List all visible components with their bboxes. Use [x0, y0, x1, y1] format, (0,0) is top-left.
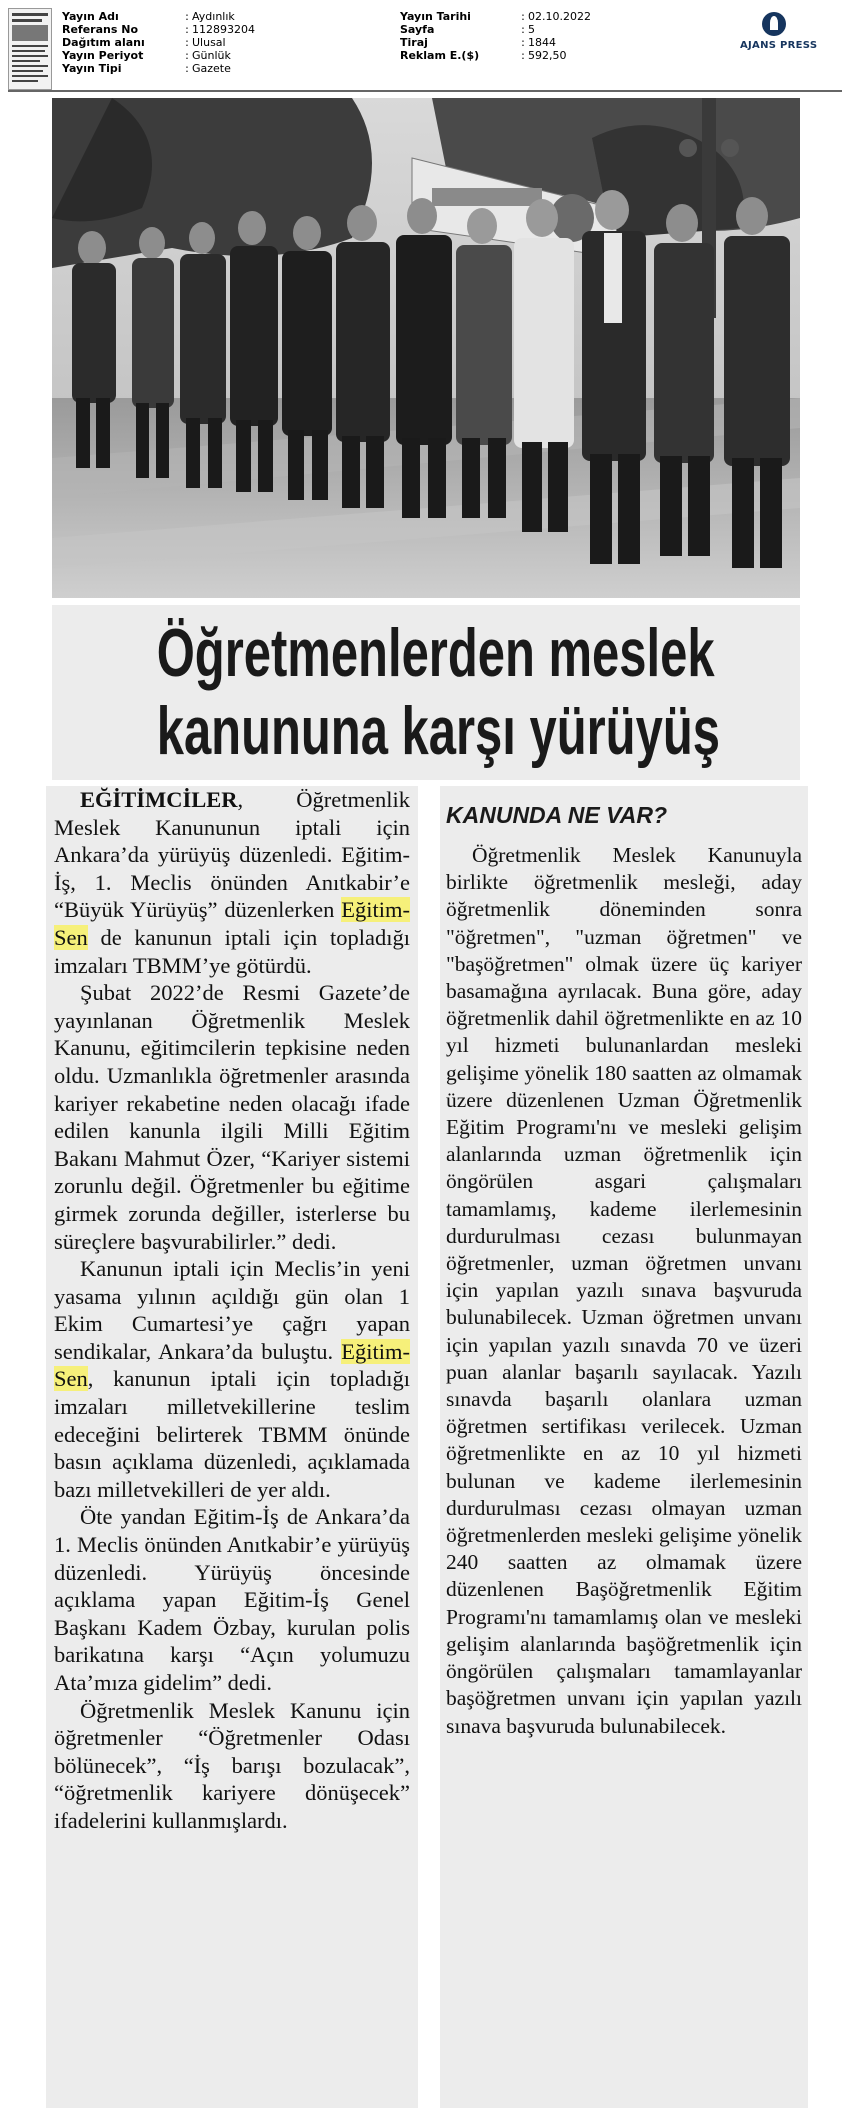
meta-colon: : — [185, 10, 189, 23]
meta-label: Yayın Adı — [62, 10, 119, 23]
meta-row — [62, 23, 255, 36]
paragraph-3-text-end: , kanunun iptali için topladığı imzaları milletvekillerine teslim edeceğini belirterek TBMM önünde basın açıklama düzenledi, açıklamada bazı milletvekilleri de yer aldı. — [54, 1366, 410, 1502]
meta-row — [400, 49, 591, 62]
meta-label: Yayın Tipi — [62, 62, 122, 75]
article-body-right — [446, 800, 802, 1740]
logo-icon — [762, 12, 786, 36]
logo-name: AJANS PRESS — [740, 40, 818, 51]
paragraph-3-text: Kanunun iptali için Meclis’in yeni yasama yılının açıldığı gün olan 1 Ekim Cumartesi’ye çağrı yapan sendikalar, Ankara’da buluştu. — [54, 1256, 410, 1364]
clipping-header — [0, 0, 850, 92]
article-kicker: EĞİTİMCİLER — [80, 787, 238, 812]
subheading: KANUNDA NE VAR? — [446, 802, 668, 828]
meta-label: Yayın Tarihi — [400, 10, 471, 23]
header-divider — [8, 90, 842, 92]
photo-illustration — [52, 98, 800, 598]
publication-meta-left — [62, 10, 255, 75]
meta-colon: : — [521, 36, 525, 49]
headline-line-2: kanununa karşı yürüyüş — [156, 693, 720, 769]
meta-value: 112893204 — [192, 23, 255, 36]
article-column-left — [46, 786, 418, 2108]
headline — [52, 605, 800, 780]
meta-label: Dağıtım alanı — [62, 36, 145, 49]
meta-row — [62, 10, 255, 23]
meta-value: Ulusal — [192, 36, 226, 49]
meta-value: 5 — [528, 23, 535, 36]
paragraph-2: Şubat 2022’de Resmi Gazete’de yayınlanan Öğretmenlik Meslek Kanunu, eğitimcilerin tepkisine neden oldu. Uzmanlıkla öğretmenler arasında kariyer rekabetine neden olacağı ifade edilen kanunla ilgili Milli Eğitim Bakanı Mahmut Özer, “Kariyer sistemi zorunlu değil. Öğretmenler bu eğitime girmek zorunda değiller, isterlerse bu süreçlere başvurabilirler.” dedi. — [54, 980, 410, 1254]
meta-row — [62, 62, 255, 75]
meta-row — [400, 36, 591, 49]
meta-label: Yayın Periyot — [62, 49, 144, 62]
meta-row — [62, 36, 255, 49]
meta-colon: : — [185, 23, 189, 36]
ajans-press-logo — [740, 12, 840, 52]
meta-value: Günlük — [192, 49, 231, 62]
meta-label: Reklam E.($) — [400, 49, 480, 62]
meta-value: Aydınlık — [192, 10, 235, 23]
meta-colon: : — [185, 36, 189, 49]
paragraph-5: Öğretmenlik Meslek Kanunu için öğretmenler “Öğretmenler Odası bölünecek”, “İş barışı bozulacak”, “öğretmenlik kariyere dönüşecek” ifadelerini kullanmışlardı. — [54, 1697, 410, 1833]
headline-line-1: Öğretmenlerden meslek — [156, 615, 715, 691]
paragraph-1-text: , Öğretmenlik Meslek Kanununun iptali için Ankara’da yürüyüş düzenledi. Eğitim-İş, 1. Meclis önünden Anıtkabir’e “Büyük Yürüyüş” düzenlerken — [54, 787, 410, 923]
meta-row — [400, 23, 591, 36]
meta-label: Referans No — [62, 23, 138, 36]
article-column-right — [440, 786, 808, 2108]
meta-row — [400, 10, 591, 23]
publication-meta-right — [400, 10, 591, 62]
march-photo — [52, 98, 800, 598]
paragraph-1 — [54, 786, 410, 979]
meta-value: Gazete — [192, 62, 231, 75]
paragraph-6: Öğretmenlik Meslek Kanunuyla birlikte öğretmenlik mesleği, aday öğretmenlik döneminden sonra "öğretmen", "uzman öğretmen" ve "başöğretmen" olmak üzere üç kariyer basamağına ayrılacak. Buna göre, aday öğretmenlik dahil öğretmenlikte en az 10 yıl hizmeti bulunanlardan mesleki gelişime yönelik 180 saatten az olmamak üzere düzenlenen Uzman Öğretmenlik Eğitim Programı'nı ve mesleki gelişim alanlarında uzman öğretmenlik için öngörülen asgari çalışmaları tamamlamış, kademe ilerlemesinin durdurulması cezası bulunmayan öğretmenler, uzman öğretmen unvanı için yapılan yazılı sınava başvuruda bulunabilecek. Uzman öğretmen unvanı için yapılan yazılı sınavda 70 ve üzeri puan alanlar başarılı sayılacak. Yazılı sınavda başarılı olanlara uzman öğretmen sertifikası verilecek. Uzman öğretmenlikte en az 10 yıl hizmeti bulunan ve kademe ilerlemesinin durdurulması cezası olmayan uzman öğretmenlerden mesleki gelişime yönelik 240 saatten az olmamak üzere düzenlenen Başöğretmenlik Eğitim Programı'nı tamamlamış olan ve mesleki gelişim alanlarında başöğretmenlik için öngörülen çalışmaları tamamlayanlar başöğretmen unvanı için yapılan yazılı sınava başvuruda bulunabilecek. — [446, 843, 802, 1738]
page-thumbnail[interactable] — [8, 8, 52, 90]
paragraph-1-text-end: de kanunun iptali için topladığı imzaları TBMM’ye götürdü. — [54, 924, 410, 978]
article-body-left — [54, 786, 410, 1835]
meta-colon: : — [521, 23, 525, 36]
meta-value: 02.10.2022 — [528, 10, 591, 23]
meta-colon: : — [521, 10, 525, 23]
meta-colon: : — [185, 62, 189, 75]
meta-colon: : — [185, 49, 189, 62]
paragraph-4: Öte yandan Eğitim-İş de Ankara’da 1. Meclis önünden Anıtkabir’e yürüyüş düzenledi. Yürüyüş öncesinde açıklama yapan Eğitim-İş Genel Başkanı Kadem Özbay, kurulan polis barikatına karşı “Açın yolumuzu Ata’mıza gidelim” dedi. — [54, 1504, 410, 1695]
paragraph-3 — [54, 1255, 410, 1503]
highlight-egitim-sen: Eğitim-Sen — [54, 897, 410, 950]
meta-label: Sayfa — [400, 23, 435, 36]
meta-row — [62, 49, 255, 62]
meta-value: 1844 — [528, 36, 556, 49]
meta-label: Tiraj — [400, 36, 428, 49]
highlight-egitim-sen: Eğitim-Sen — [54, 1338, 410, 1392]
meta-value: 592,50 — [528, 49, 567, 62]
meta-colon: : — [521, 49, 525, 62]
